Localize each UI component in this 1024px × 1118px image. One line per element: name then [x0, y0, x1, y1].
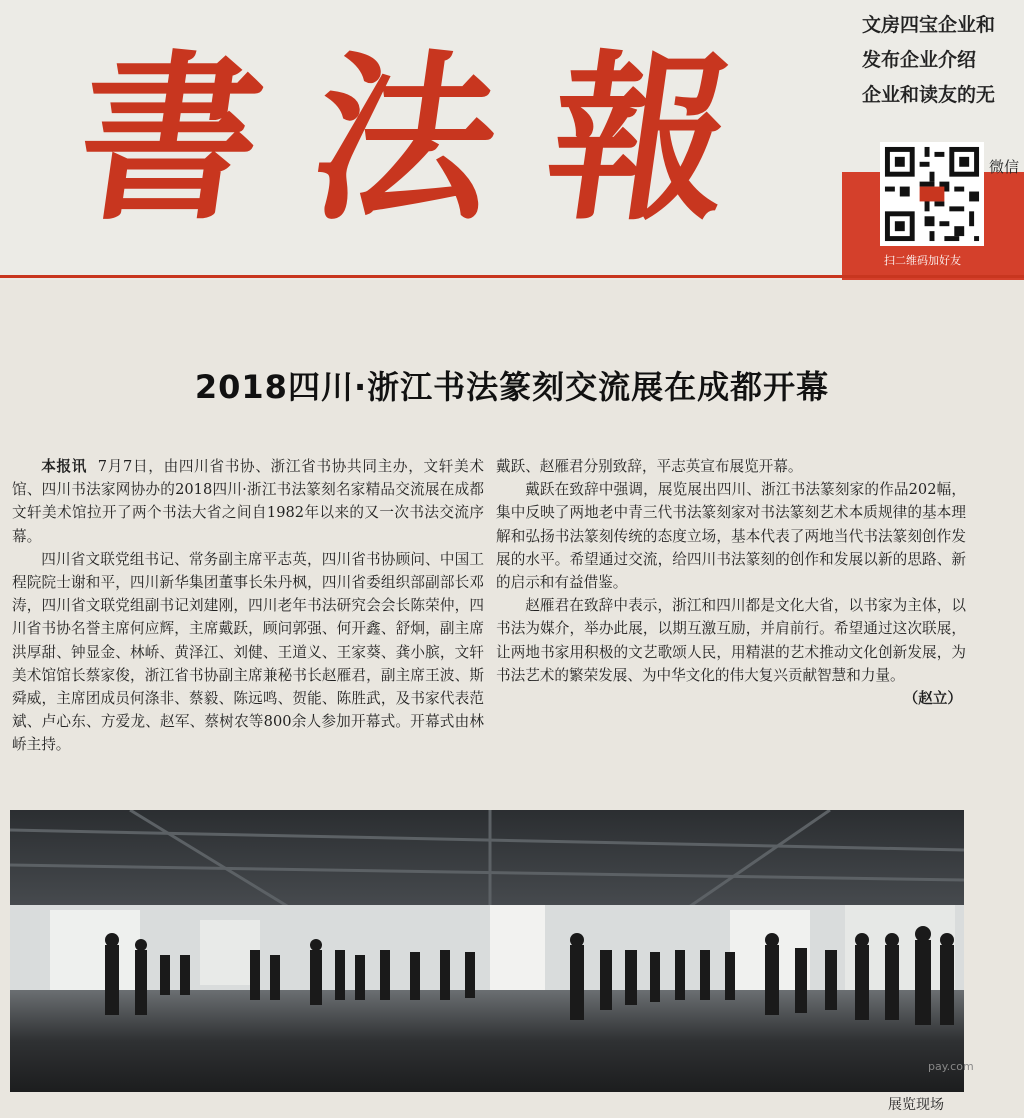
article-paragraph-4: 戴跃在致辞中强调，展览展出四川、浙江书法篆刻家的作品202幅，集中反映了两地老中青三代书法篆刻家对书法篆刻艺术本质规律的基本理解和弘扬书法篆刻传统的态度立场，基本代表了两地当代书法篆刻创作发展的水平。希望通过交流，给四川书法篆刻的创作和发展以新的思路、新的启示和有益借鉴。 — [496, 481, 966, 592]
advert-panel — [842, 0, 1024, 280]
article-byline: （赵立） — [903, 690, 962, 708]
masthead — [0, 0, 1024, 280]
weixin-label: 微信 — [989, 158, 1020, 176]
exhibition-photo-graphic — [10, 810, 964, 1092]
photo-caption: 展览现场 — [888, 1097, 944, 1113]
ad-line-2: 发布企业介绍 — [862, 49, 977, 71]
article-paragraph-3: 戴跃、赵雁君分别致辞，平志英宣布展览开幕。 — [496, 458, 803, 475]
article-paragraph-5: 赵雁君在致辞中表示，浙江和四川都是文化大省，以书家为主体，以书法为媒介，举办此展，以期互激互励，并肩前行。希望通过这次联展，让两地书家用积极的文艺歌颂人民，用精湛的艺术推动文化创新发展，为书法艺术的繁荣发展、为中华文化的伟大复兴贡献智慧和力量。 — [496, 597, 966, 684]
article-paragraph-2: 四川省文联党组书记、常务副主席平志英，四川省书协顾问、中国工程院院士谢和平，四川新华集团董事长朱丹枫，四川省委组织部副部长邓涛，四川省文联党组副书记刘建刚，四川老年书法研究会会长陈荣仲，四川省书协名誉主席何应辉，主席戴跃，顾问郭强、何开鑫、舒炯，副主席洪厚甜、钟显金、林峤、黄泽江、刘健、王道义、王家葵、龚小膑，文轩美术馆馆长蔡家俊，浙江省书协副主席兼秘书长赵雁君，副主席王波、斯舜威，主席团成员何涤非、蔡毅、陈远鸣、贺能、陈胜武，及书家代表范斌、卢心东、方爱龙、赵军、蔡树农等800余人参加开幕式。开幕式由林峤主持。 — [12, 550, 484, 754]
article-headline: 2018四川·浙江书法篆刻交流展在成都开幕 — [194, 368, 830, 406]
exhibition-photo — [10, 810, 964, 1092]
watermark: pay.com — [928, 1060, 974, 1073]
paragraph-1-text: 7月7日，由四川省书协、浙江省书协共同主办，文轩美术馆、四川书法家网协办的2018四川·浙江书法篆刻名家精品交流展在成都文轩美术馆拉开了两个书法大省之间自1982年以来的又一次书法交流序幕。 — [12, 458, 484, 545]
logo-char-2: 法 — [300, 34, 510, 245]
qr-code-icon[interactable] — [880, 142, 984, 246]
lead-label: 本报讯 — [41, 458, 88, 475]
logo-char-1: 書 — [65, 34, 275, 245]
qr-panel — [842, 158, 1024, 280]
logo-char-3: 報 — [535, 34, 745, 245]
masthead-rule — [0, 275, 1024, 278]
article-column-left — [12, 455, 484, 757]
article-column-right — [496, 455, 966, 710]
qr-code-graphic — [880, 142, 984, 246]
ad-line-3: 企业和读友的无 — [862, 84, 996, 106]
qr-caption: 扫二维码加好友 — [884, 254, 961, 267]
ad-line-1: 文房四宝企业和 — [862, 14, 996, 36]
article-paragraph-1 — [12, 455, 484, 548]
newspaper-logo — [60, 20, 760, 260]
